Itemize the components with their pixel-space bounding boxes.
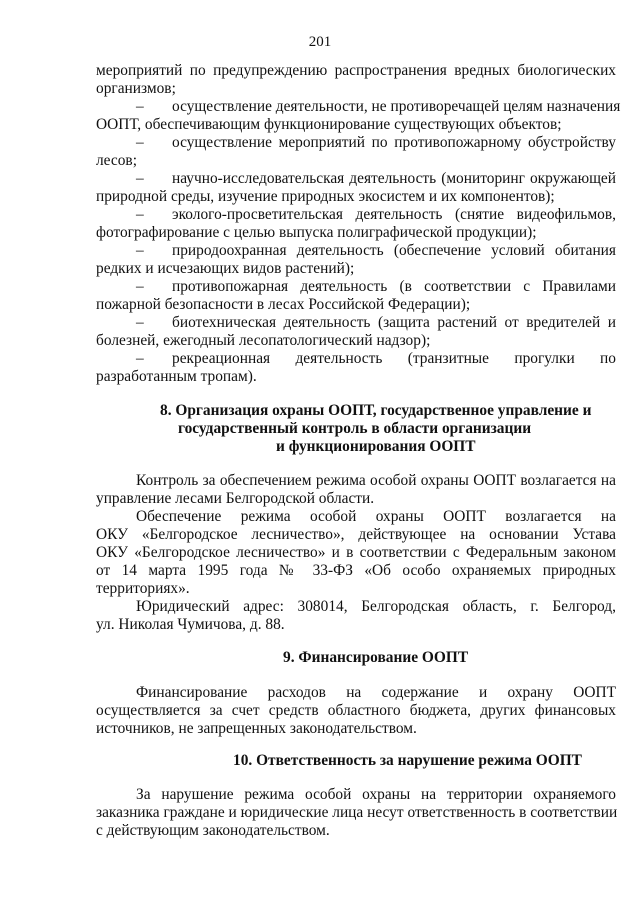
section-8-heading-cont: государственный контроль в области организации [178, 420, 532, 437]
list-item-text: осуществление деятельности, не противоречащей целям назначения [172, 98, 621, 115]
list-item-text: противопожарная деятельность (в соответствии с Правилами [172, 278, 616, 295]
list-item-text: эколого-просветительская деятельность (снятие видеофильмов, [172, 206, 616, 223]
list-dash: – [136, 134, 144, 151]
list-item-text: осуществление мероприятий по противопожарному обустройству [172, 134, 616, 151]
text-line: пожарной безопасности в лесах Российской Федерации); [96, 296, 471, 313]
paragraph-line: Обеспечение режима особой охраны ООПТ возлагается на [136, 508, 616, 525]
text-line: фотографирование с целью выпуска полиграфической продукции); [96, 224, 537, 241]
paragraph-line: осуществляется за счет средств областного бюджета, других финансовых [96, 702, 616, 719]
paragraph-line: Финансирование расходов на содержание и охрану ООПТ [136, 684, 616, 701]
list-dash: – [136, 278, 144, 295]
paragraph-line: источников, не запрещенных законодательством. [96, 720, 417, 737]
list-item-text: научно-исследовательская деятельность (мониторинг окружающей [172, 170, 616, 187]
section-9-heading: 9. Финансирование ООПТ [283, 649, 469, 666]
list-dash: – [136, 206, 144, 223]
text-line: мероприятий по предупреждению распространения вредных биологических [96, 62, 616, 79]
list-dash: – [136, 314, 144, 331]
text-line: разработанным тропам). [96, 368, 257, 385]
paragraph-line: Контроль за обеспечением режима особой охраны ООПТ возлагается на [136, 472, 616, 489]
list-dash: – [136, 170, 144, 187]
paragraph-line: управление лесами Белгородской области. [96, 490, 375, 507]
section-8-heading: 8. Организация охраны ООПТ, государственное управление и [160, 402, 592, 419]
list-item-text: рекреационная деятельность (транзитные прогулки по [172, 350, 616, 367]
section-10-heading: 10. Ответственность за нарушение режима ООПТ [233, 752, 582, 769]
text-line: организмов; [96, 80, 176, 97]
section-8-heading-cont: и функционирования ООПТ [276, 438, 476, 455]
paragraph-line: территориях». [96, 580, 190, 597]
paragraph-line: заказника граждане и юридические лица несут ответственность в соответствии [96, 804, 618, 821]
paragraph-line: ул. Николая Чумичова, д. 88. [96, 616, 285, 633]
text-line: природной среды, изучение природных экосистем и их компонентов); [96, 188, 555, 205]
list-item-text: биотехническая деятельность (защита растений от вредителей и [172, 314, 616, 331]
list-dash: – [136, 350, 144, 367]
paragraph-line: Юридический адрес: 308014, Белгородская область, г. Белгород, [136, 598, 616, 615]
paragraph-line: ОКУ «Белгородское лесничество», действующее на основании Устава [96, 526, 616, 543]
page-number: 201 [308, 34, 332, 50]
paragraph-line: За нарушение режима особой охраны на территории охраняемого [136, 786, 616, 803]
paragraph-line: ОКУ «Белгородское лесничество» и в соответствии с Федеральным законом [96, 544, 616, 561]
text-line: лесов; [96, 152, 137, 169]
paragraph-line: от 14 марта 1995 года № 33-ФЗ «Об особо охраняемых природных [96, 562, 616, 579]
text-line: редких и исчезающих видов растений); [96, 260, 355, 277]
list-dash: – [136, 98, 144, 115]
paragraph-line: с действующим законодательством. [96, 822, 330, 839]
list-dash: – [136, 242, 144, 259]
text-line: ООПТ, обеспечивающим функционирование существующих объектов; [96, 116, 562, 133]
text-line: болезней, ежегодный лесопатологический надзор); [96, 332, 431, 349]
list-item-text: природоохранная деятельность (обеспечение условий обитания [172, 242, 616, 259]
